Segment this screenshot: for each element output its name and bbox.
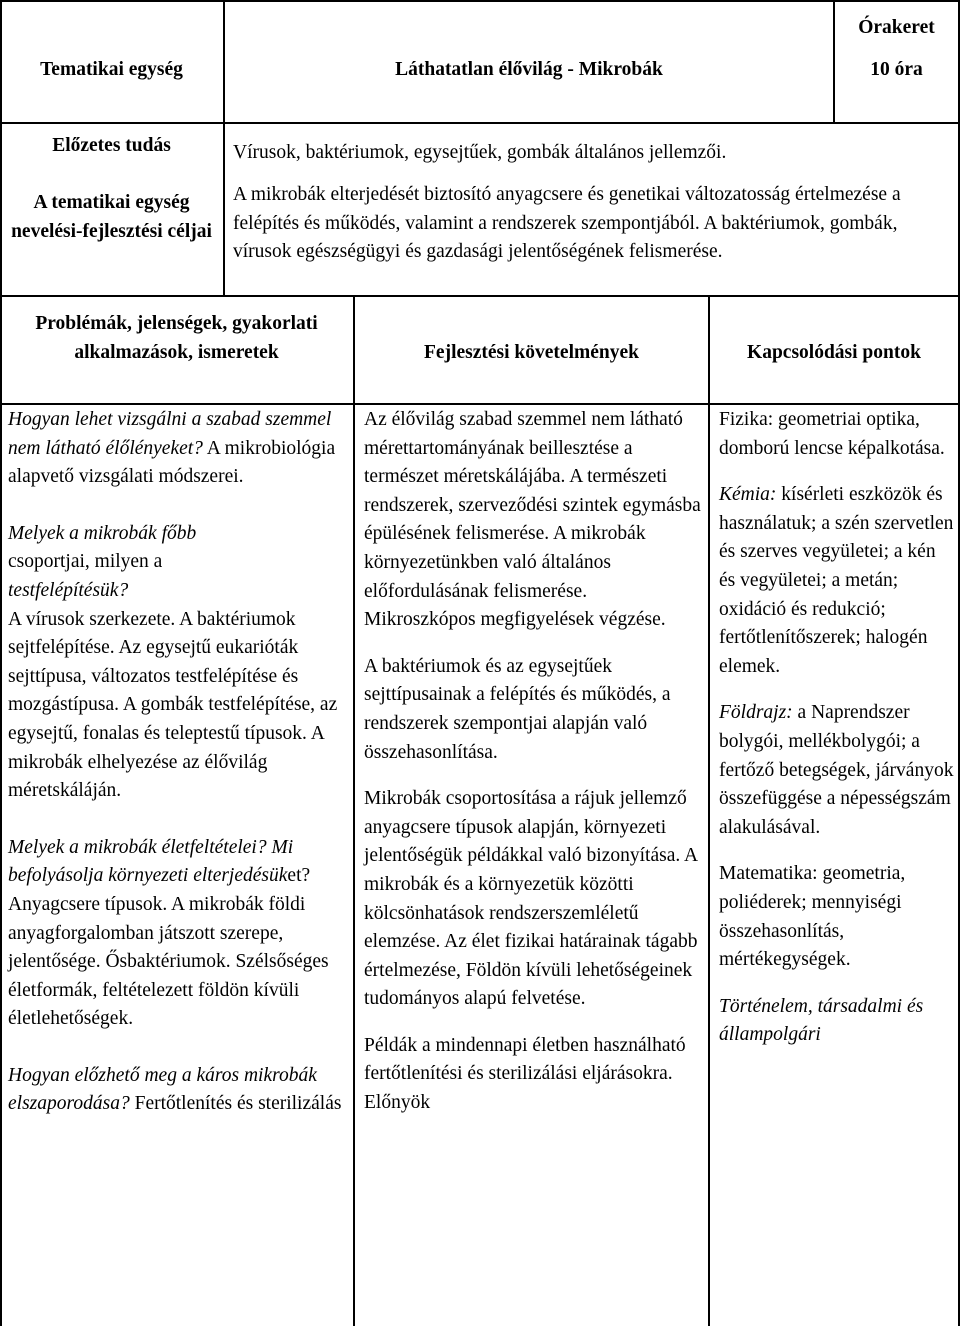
subject-topics: geometria, poliéderek; mennyiségi összehasonlítás, mértékegységek.	[719, 863, 906, 971]
problem-question: Melyek a mikrobák életfeltételei? Mi befolyásolja környezeti elterjedésük	[8, 836, 294, 887]
problem-block-2	[8, 520, 350, 806]
prior-knowledge-label: Előzetes tudás	[52, 135, 171, 156]
table-border-right	[958, 0, 960, 1326]
problem-block-4	[8, 1062, 350, 1119]
requirement-paragraph: Mikrobák csoportosítása a rájuk jellemző anyagcsere típusok alapján, környezeti jelentőségük példákkal való bizonyítása. A mikrobák és a környezetük közötti kölcsönhatások rendszerszemléletű elemzése. Az élet fizikai határainak tágabb értelmezése, Földön kívüli lehetőségeinek tudományos alapú felvetése.	[364, 788, 698, 1010]
prior-knowledge-text: Vírusok, baktériumok, egysejtűek, gombák általános jellemzői.	[233, 142, 727, 163]
hours-value: 10 óra	[870, 59, 923, 80]
hours-label: Órakeret	[858, 17, 935, 38]
requirement-paragraph: Példák a mindennapi életben használható fertőtlenítési és sterilizálási eljárásokra. Előnyök	[364, 1034, 686, 1114]
connection-physics	[719, 406, 955, 463]
connection-geography	[719, 699, 955, 842]
problem-content: Anyagcsere típusok. A mikrobák földi anyagforgalomban játszott szerepe, jelentősége. Ősbaktériumok. Szélsőséges életformák, feltételezett földön kívüli életlehetőségek.	[8, 893, 329, 1030]
table-border-left	[0, 0, 2, 1326]
subject-name: Fizika:	[719, 409, 774, 430]
row-divider-goals	[0, 295, 960, 297]
problem-question-end: et?	[287, 865, 311, 887]
requirement-paragraph: Az élővilág szabad szemmel nem látható mérettartományának beillesztése a természet méretskálájába. A természeti rendszerek, szerveződési szintek egymásba épülésének felismerése. A mikrobák környezetünkben való általános előfordulásának felismerése. Mikroszkópos megfigyelések végzése.	[364, 409, 701, 631]
problem-block-1	[8, 406, 350, 492]
subject-name: Matematika:	[719, 863, 818, 885]
connection-history: Történelem, társadalmi és állampolgári	[719, 995, 924, 1046]
table-border-top	[0, 0, 960, 2]
row-divider-columns	[0, 403, 960, 405]
subject-topics: geometriai optika, domború lencse képalkotása.	[719, 409, 945, 459]
goals-text: A mikrobák elterjedését biztosító anyagcsere és genetikai változatosság értelmezése a felépítés és működés, valamint a rendszerek szempontjából. A baktériumok, gombák, vírusok egészségügyi és gazdasági jelentőségének felismerése.	[233, 184, 901, 263]
problem-content: csoportjai, milyen a	[8, 551, 163, 573]
problem-question: Hogyan előzhető meg a káros mikrobák elszaporodása?	[8, 1064, 317, 1115]
connection-math	[719, 860, 955, 974]
connections-column	[719, 406, 955, 1050]
column-divider-2	[708, 295, 710, 1326]
thematic-unit-label: Tematikai egység	[40, 59, 183, 80]
column-divider-1	[353, 295, 355, 1326]
requirement-paragraph: A baktériumok és az egysejtűek sejttípusainak a felépítés és működés, a rendszerek szempontjai alapján való összehasonlítása.	[364, 655, 671, 763]
problem-question: Hogyan lehet vizsgálni a szabad szemmel nem látható élőlényeket?	[8, 409, 332, 459]
problem-content: A vírusok szerkezete. A baktériumok sejtfelépítése. Az egysejtű eukarióták sejttípusa, változatos testfelépítése és mozgástípusa. A gombák testfelépítése, az egysejtű, fonalas és teleptestű típusok. A mikrobák elhelyezése az élővilág méretskáláján.	[8, 608, 338, 802]
subject-name: Földrajz:	[719, 702, 793, 724]
column-header-requirements: Fejlesztési követelmények	[424, 342, 639, 363]
goals-label: A tematikai egység nevelési-fejlesztési céljai	[11, 192, 212, 242]
row-divider-header	[0, 122, 960, 124]
subject-name: Kémia:	[719, 484, 777, 506]
problems-column	[8, 406, 350, 1119]
problem-question: testfelépítésük?	[8, 579, 129, 601]
problem-block-3	[8, 834, 350, 1034]
problem-content: A mikrobiológia alapvető vizsgálati módszerei.	[8, 437, 336, 488]
connection-chemistry	[719, 481, 955, 681]
column-header-connections: Kapcsolódási pontok	[747, 342, 921, 363]
unit-title: Láthatatlan élővilág - Mikrobák	[395, 59, 663, 80]
requirements-column	[364, 406, 703, 1118]
goals-divider	[223, 122, 225, 295]
problem-question: Melyek a mikrobák főbb	[8, 522, 197, 544]
subject-topics: a Naprendszer bolygói, mellékbolygói; a fertőző betegségek, járványok összefüggése a népességszám alakulásával.	[719, 702, 954, 838]
problem-content: Fertőtlenítés és sterilizálás	[134, 1093, 342, 1115]
column-header-problems: Problémák, jelenségek, gyakorlati alkalmazások, ismeretek	[35, 313, 318, 363]
subject-topics: kísérleti eszközök és használatuk; a szén szervetlen és szerves vegyületei; a kén és vegyületei; a metán; oxidáció és redukció; fertőtlenítőszerek; halogén elemek.	[719, 484, 954, 677]
